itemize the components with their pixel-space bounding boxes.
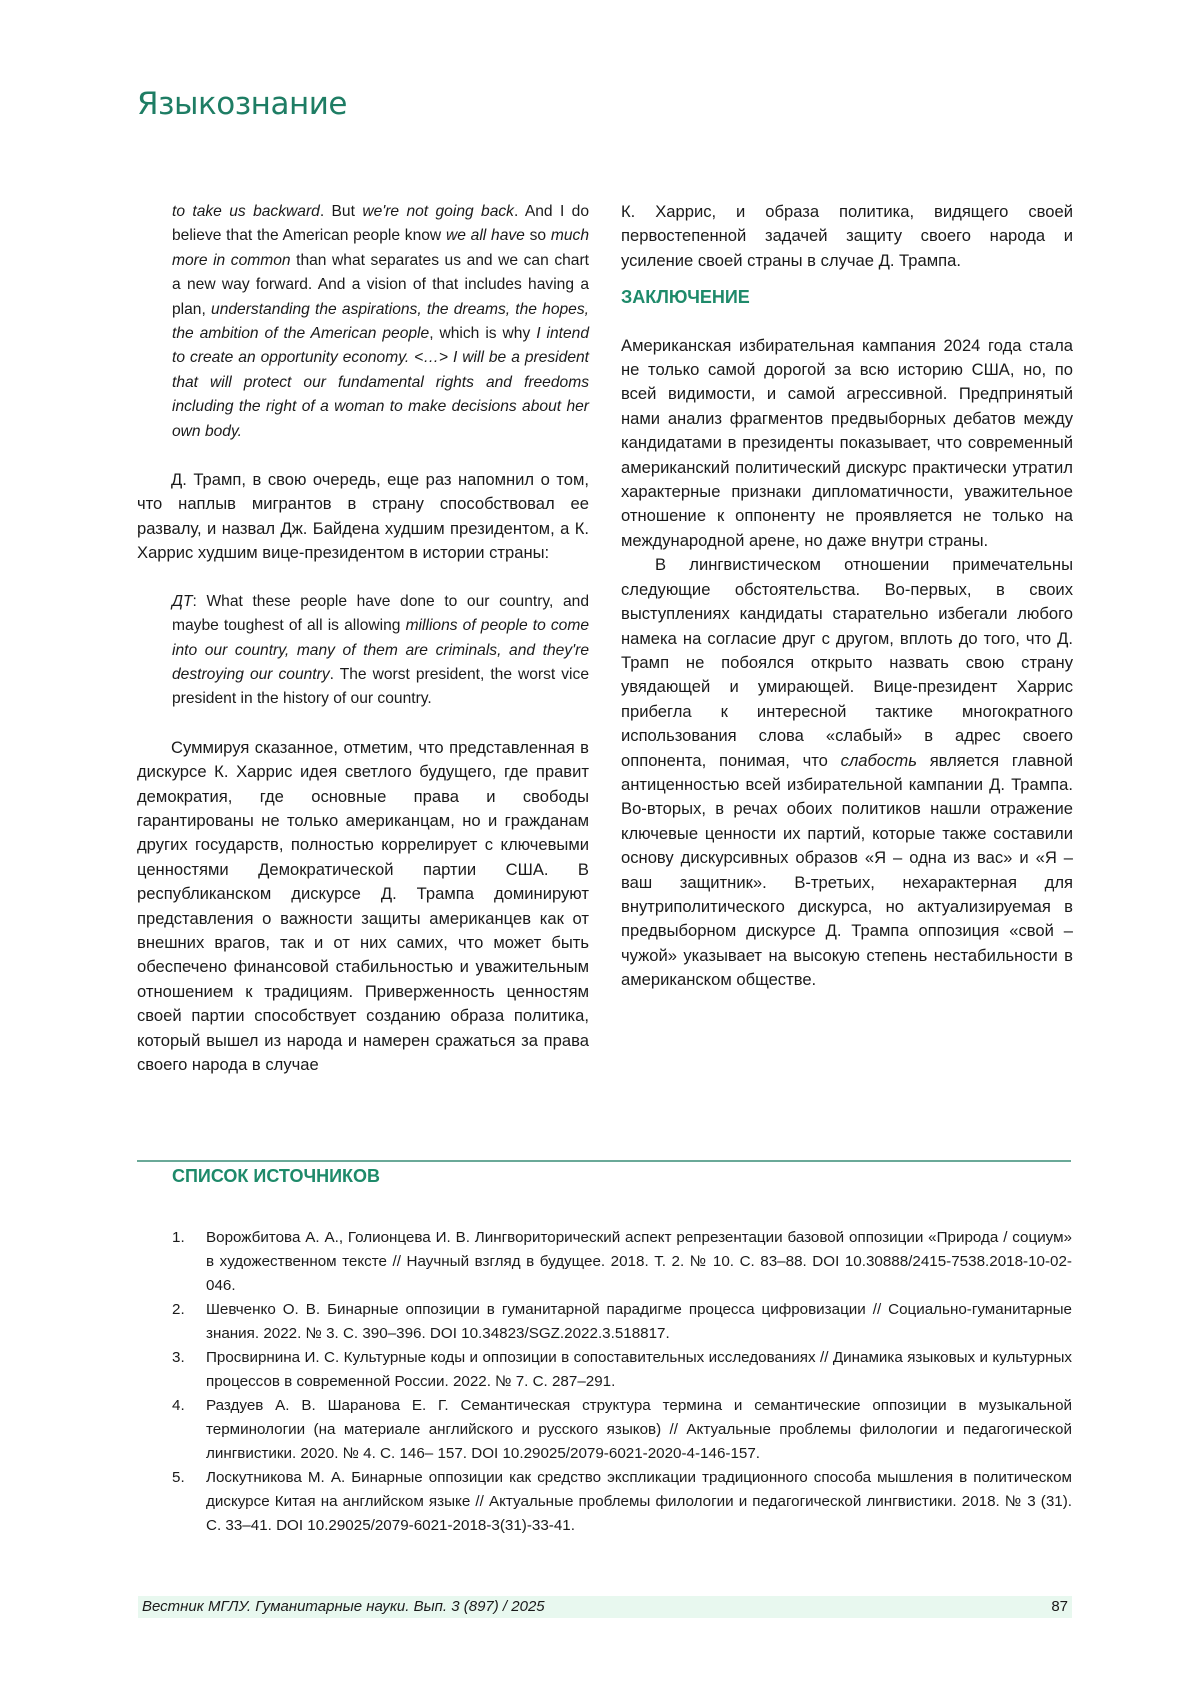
reference-number: 1. [172,1226,185,1250]
text-run: В лингвистическом отношении примечательны следующие обстоятельства. Во-первых, в своих выступлениях кандидаты старательно избегали любого намека на согласие друг с другом, вплоть до того, что Д. Трамп не побоялся открыто назвать свою страну увядающей и умирающей. Вице-президент Харрис прибегла к интересной тактике многократного использования слова «слабый» в адрес своего оппонента, понимая, что [621,555,1073,769]
text-run: является главной антиценностью всей избирательной кампании Д. Трампа. Во-вторых, в речах обоих политиков нашли отражение ключевые ценности их партий, которые также составили основу дискурсивных образов «Я – одна из вас» и «Я – ваш защитник». В-третьих, нехарактерная для внутриполитического дискурса, но актуализируемая в предвыборном дискурсе Д. Трампа оппозиция «свой – чужой» указывает на высокую степень нестабильности в американском обществе. [621,751,1073,990]
section-title: Языкознание [137,86,347,122]
block-quote [172,200,589,444]
reference-text: Ворожбитова А. А., Голионцева И. В. Лингвориторический аспект репрезентации базовой оппозиции «Природа / социум» в художественном тексте // Научный взгляд в будущее. 2018. Т. 2. № 10. С. 83–88. DOI 10.30888/2415-7538.2018-10-02-046. [206,1229,1072,1294]
reference-number: 4. [172,1394,185,1418]
reference-text: Лоскутникова М. А. Бинарные оппозиции как средство экспликации традиционного способа мышления в политическом дискурсе Китая на английском языке // Актуальные проблемы филологии и педагогической лингвистики. 2018. № 3 (31). С. 33–41. DOI 10.29025/2079-6021-2018-3(31)-33-41. [206,1469,1072,1534]
journal-name: Вестник МГЛУ. Гуманитарные науки. Вып. 3 (897) / 2025 [142,1596,545,1618]
continuation-paragraph: К. Харрис, и образа политика, видящего своей первостепенной задачей защиту своего народа и усиление своей страны в случае Д. Трампа. [621,200,1073,273]
text-run: . And I do believe that the American people know [172,203,589,244]
reference-item [172,1346,1072,1394]
reference-text: Просвирнина И. С. Культурные коды и оппозиции в сопоставительных исследованиях // Динамика языковых и культурных процессов в современной России. 2022. № 7. С. 287–291. [206,1349,1072,1390]
body-paragraph [621,334,1073,554]
italic-text: understanding the aspirations, the dreams, the hopes, the ambition of the American people [172,301,589,342]
text-run: . But [320,203,363,220]
body-paragraph [137,736,589,1078]
body-paragraph [137,468,589,566]
text-run: : What these people have done to our country, and maybe toughest of all is allowing [172,593,589,634]
reference-number: 5. [172,1466,185,1490]
italic-text: слабость [841,751,917,770]
italic-text: much more in common [172,227,589,268]
page-number: 87 [1051,1596,1068,1618]
italic-text: we all have [446,227,525,244]
spacer [137,566,589,590]
section-divider [137,1160,1071,1162]
body-paragraph [621,553,1073,992]
reference-number: 2. [172,1298,185,1322]
spacer [137,712,589,736]
text-run: than what separates us and we can chart a new way forward. And a vision of that includes having a plan, [172,252,589,318]
italic-text: ДТ [172,593,193,610]
text-run: Д. Трамп, в свою очередь, еще раз напомнил о том, что наплыв мигрантов в страну способствовал ее развалу, и назвал Дж. Байдена худшим президентом, а К. Харрис худшим вице-президентом в истории страны: [137,470,589,562]
italic-text: to take us backward [172,203,320,220]
right-column [621,200,1073,993]
italic-text: we're not going back [362,203,514,220]
text-run: so [525,227,551,244]
reference-item [172,1226,1072,1298]
text-run: , which is why [429,325,536,342]
text-run: Американская избирательная кампания 2024 года стала не только самой дорогой за всю историю США, но, по всей видимости, и самой агрессивной. Предпринятый нами анализ фрагментов предвыборных дебатов между кандидатами в президенты показывает, что современный американский политический дискурс практически утратил характерные признаки дипломатичности, уважительное отношение к оппоненту не проявляется не только на международной арене, но даже внутри страны. [621,336,1073,550]
page-footer [138,1596,1072,1618]
references-list [172,1226,1072,1538]
reference-text: Раздуев А. В. Шаранова Е. Г. Семантическая структура термина и семантические оппозиции в музыкальной терминологии (на материале английского и русского языков) // Актуальные проблемы филологии и педагогической лингвистики. 2020. № 4. С. 146– 157. DOI 10.29025/2079-6021-2020-4-146-157. [206,1397,1072,1462]
reference-text: Шевченко О. В. Бинарные оппозиции в гуманитарной парадигме процесса цифровизации // Социально-гуманитарные знания. 2022. № 3. С. 390–396. DOI 10.34823/SGZ.2022.3.518817. [206,1301,1072,1342]
reference-number: 3. [172,1346,185,1370]
references-heading: СПИСОК ИСТОЧНИКОВ [172,1166,380,1187]
reference-item [172,1298,1072,1346]
reference-item [172,1394,1072,1466]
conclusion-heading: ЗАКЛЮЧЕНИЕ [621,285,1073,309]
italic-text: I intend to create an opportunity economy. <…> I will be a president that will protect our fundamental rights and freedoms including the right of a woman to make decisions about her own body. [172,325,589,440]
text-run: Суммируя сказанное, отметим, что представленная в дискурсе К. Харрис идея светлого будущего, где правит демократия, где основные права и свободы гарантированы не только американцам, но и гражданам других государств, полностью коррелирует с ключевыми ценностями Демократической партии США. В республиканском дискурсе Д. Трампа доминируют представления о важности защиты американцев как от внешних врагов, так и от них самих, что может быть обеспечено финансовой стабильностью и уважительным отношением к традициям. Приверженность ценностям своей партии способствует созданию образа политика, который вышел из народа и намерен сражаться за права своего народа в случае [137,738,589,1074]
italic-text: millions of people to come into our country, many of them are criminals, and they're destroying our country [172,617,589,683]
block-quote [172,590,589,712]
text-run: . The worst president, the worst vice president in the history of our country. [172,666,589,707]
left-column [137,200,589,1077]
reference-item [172,1466,1072,1538]
spacer [137,444,589,468]
conclusion-body [621,334,1073,993]
